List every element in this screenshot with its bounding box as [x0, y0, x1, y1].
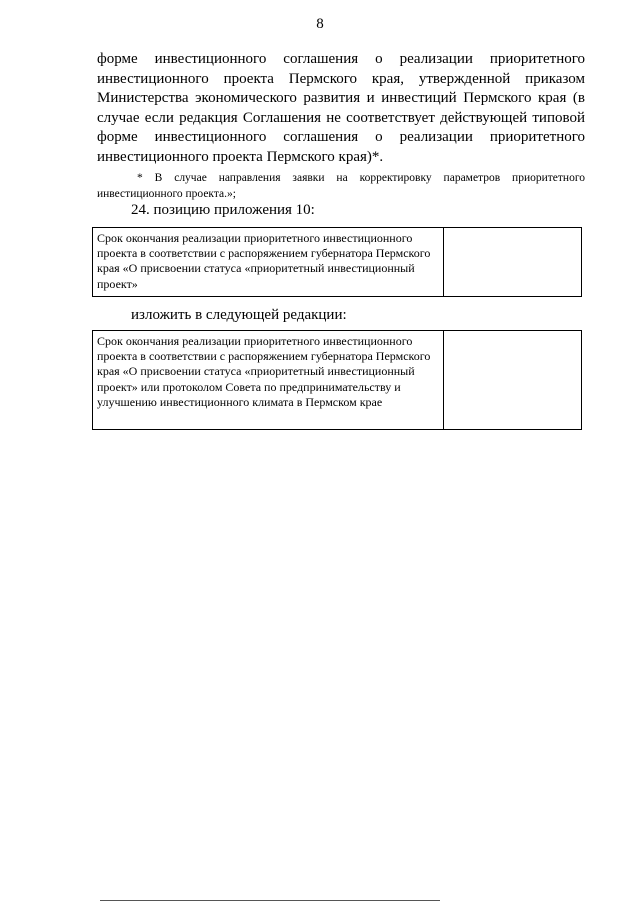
- item-heading: 24. позицию приложения 10:: [131, 202, 315, 218]
- table-row: [93, 228, 582, 297]
- new-row-value: [444, 331, 582, 430]
- new-row-table: [92, 330, 582, 430]
- main-paragraph: форме инвестиционного соглашения о реализации приоритетного инвестиционного проекта Пермского края, утвержденной приказом Министерства экономического развития и инвестиций Пермского края (в случае если редакция Соглашения не соответствует действующей типовой форме инвестиционного соглашения о реализации приоритетного инвестиционного проекта Пермского края)*.: [97, 51, 585, 165]
- bottom-divider: [100, 900, 440, 901]
- old-row-label: Срок окончания реализации приоритетного инвестиционного проекта в соответствии с распоряжением губернатора Пермского края «О присвоении статуса «приоритетный инвестиционный проект»: [93, 228, 444, 297]
- old-row-table: [92, 227, 582, 297]
- new-row-label: Срок окончания реализации приоритетного инвестиционного проекта в соответствии с распоряжением губернатора Пермского края «О присвоении статуса «приоритетный инвестиционный проект» или протоколом Совета по предпринимательству и улучшению инвестиционного климата в Пермском крае: [93, 331, 444, 430]
- old-row-value: [444, 228, 582, 297]
- new-edition-heading: изложить в следующей редакции:: [131, 307, 347, 323]
- footnote: * В случае направления заявки на корректировку параметров приоритетного инвестиционного проекта.»;: [97, 172, 585, 200]
- table-row: [93, 331, 582, 430]
- page-number: 8: [316, 16, 324, 32]
